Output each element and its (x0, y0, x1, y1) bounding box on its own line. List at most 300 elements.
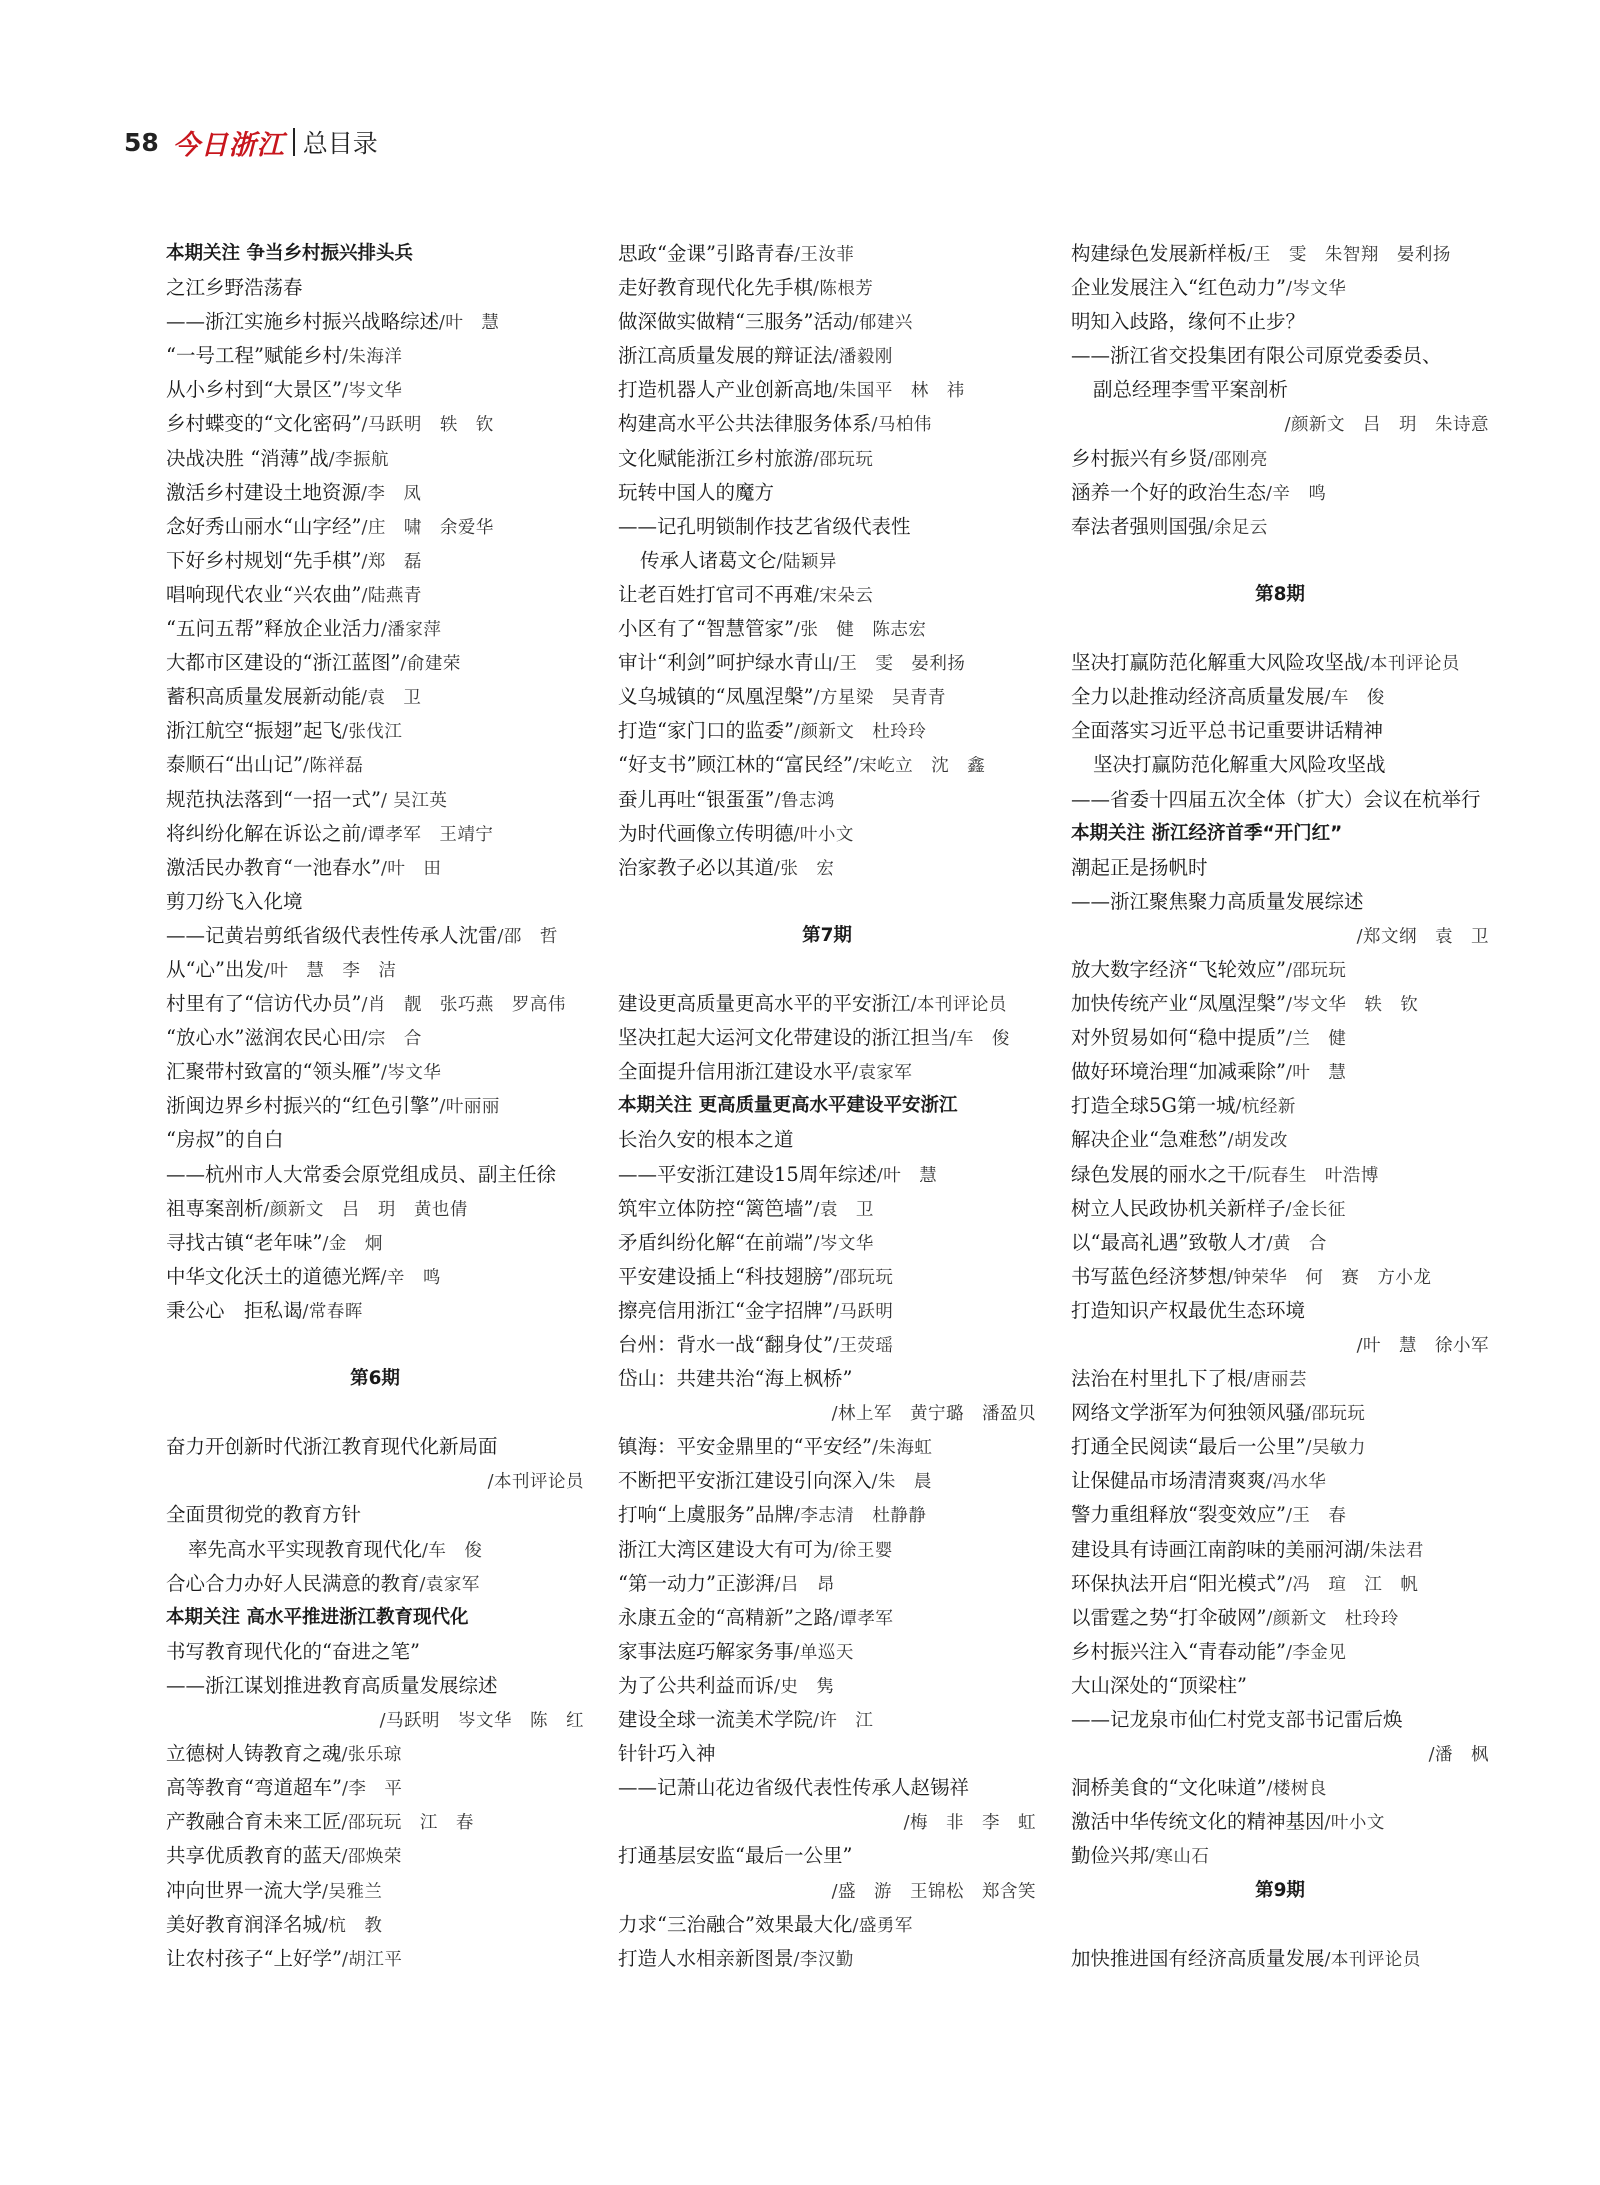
entry-author: /本刊评论员 (1324, 1949, 1421, 1970)
entry-author: /李振航 (328, 449, 390, 470)
entry-author: /颜新文 杜玲玲 (793, 722, 927, 743)
entry-author: /寒山石 (1149, 1847, 1210, 1868)
author-name: /叶 慧 徐小军 (1356, 1336, 1489, 1356)
entry-author: /杭经新 (1235, 1097, 1296, 1118)
toc-entry (618, 714, 1036, 748)
entry-author: /郁建兴 (852, 313, 913, 334)
toc-entry (618, 612, 1036, 646)
entry-title: 村里有了“信访代办员” (166, 992, 362, 1016)
entry-title: 奉法者强则国强 (1071, 514, 1208, 538)
entry-title: 让农村孩子“上好学” (166, 1946, 342, 1970)
entry-title: 以“最高礼遇”致敬人才 (1071, 1230, 1267, 1254)
entry-author: /谭孝军 王靖宁 (361, 824, 494, 845)
spacer (618, 953, 1036, 987)
entry-author: /张乐琼 (341, 1745, 402, 1766)
toc-entry (618, 373, 1036, 407)
entry-author: /车 俊 (422, 1540, 483, 1561)
toc-entry (1071, 1294, 1489, 1328)
toc-entry (166, 1021, 584, 1055)
toc-entry (166, 1260, 584, 1294)
toc-entry (1071, 1635, 1489, 1669)
entry-title: 大山深处的“顶梁柱” (1071, 1673, 1247, 1697)
entry-author: /辛 鸣 (380, 1267, 441, 1288)
entry-author: /单巡天 (793, 1642, 854, 1663)
entry-title: 永康五金的“高精新”之路 (618, 1605, 833, 1629)
entry-author: /张伐江 (341, 722, 403, 743)
entry-author: /胡发改 (1227, 1131, 1288, 1152)
entry-title: 泰顺石“出山记” (166, 753, 303, 777)
entry-title: ——记黄岩剪纸省级代表性传承人沈雷 (166, 923, 498, 947)
entry-title: 台州：背水一战“翻身仗” (618, 1333, 833, 1356)
spacer (1071, 1908, 1489, 1942)
author-line (618, 1396, 1036, 1430)
entry-title: 全面提升信用浙江建设水平 (618, 1060, 853, 1084)
toc-entry (166, 1192, 584, 1226)
toc-entry (166, 1908, 584, 1942)
entry-author: /袁家军 (852, 1063, 913, 1084)
toc-entry (166, 442, 584, 476)
entry-author: /王 春 (1285, 1506, 1347, 1527)
entry-title: “一号工程”赋能乡村 (166, 344, 342, 368)
toc-entry (166, 1669, 584, 1703)
entry-title: ——省委十四届五次全体（扩大）会议在杭举行 (1071, 787, 1481, 811)
entry-title: 坚决打赢防范化解重大风险攻坚战 (1071, 651, 1364, 675)
entry-author: /肖 靓 张巧燕 罗高伟 (361, 995, 566, 1016)
entry-author: /宋朵云 (813, 585, 874, 606)
entry-author: /邵玩玩 (832, 1267, 894, 1288)
entry-title: 蚕儿再吐“银蛋蛋” (618, 787, 775, 811)
toc-entry (618, 1737, 1036, 1771)
toc-entry (166, 1498, 584, 1532)
entry-author: /宋屹立 沈 鑫 (852, 756, 986, 777)
toc-entry (166, 748, 584, 782)
entry-title: 矛盾纠纷化解“在前端” (618, 1230, 814, 1254)
entry-author: /唐丽芸 (1246, 1370, 1307, 1391)
entry-title: 环保执法开启“阳光模式” (1071, 1571, 1286, 1595)
entry-author: /邵刚亮 (1207, 449, 1268, 470)
entry-author: /王汝菲 (793, 245, 855, 265)
entry-author: /吴敏力 (1305, 1438, 1366, 1459)
entry-title: ——记萧山花边省级代表性传承人赵锡祥 (618, 1776, 970, 1800)
entry-title: 解决企业“急难愁” (1071, 1128, 1228, 1152)
author-line (166, 1464, 584, 1498)
author-line (618, 1805, 1036, 1839)
entry-author: /李 平 (341, 1779, 403, 1800)
toc-entry (166, 1771, 584, 1805)
entry-author: /宗 合 (361, 1029, 422, 1050)
entry-title: 中华文化沃土的道德光辉 (166, 1264, 381, 1288)
entry-author: /辛 鸣 (1266, 483, 1327, 504)
toc-entry (1071, 885, 1489, 919)
toc-column-3 (1071, 237, 1489, 1976)
entry-author: /金 炯 (322, 1233, 383, 1254)
toc-entry (618, 1362, 1036, 1396)
spacer (166, 1396, 584, 1430)
toc-entry (1071, 510, 1489, 544)
toc-entry (166, 1123, 584, 1157)
feature-heading: 本期关注 浙江经济首季“开门红” (1071, 822, 1343, 844)
entry-author: /潘家萍 (380, 620, 442, 641)
entry-title: 打造人水相亲新图景 (618, 1946, 794, 1970)
toc-entry (1071, 714, 1489, 748)
toc-entry (1071, 237, 1489, 271)
toc-entry (166, 953, 584, 987)
section-title: 总目录 (302, 129, 378, 158)
entry-title: ——杭州市人大常委会原党组成员、副主任徐 (166, 1162, 557, 1186)
feature-heading: 本期关注 高水平推进浙江教育现代化 (166, 1606, 469, 1628)
entry-author: /李志清 杜静静 (793, 1506, 927, 1527)
toc-entry (166, 544, 584, 578)
entry-title: 打通全民阅读“最后一公里” (1071, 1435, 1306, 1459)
toc-entry (1071, 1703, 1489, 1737)
entry-title: 浙江大湾区建设大有可为 (618, 1537, 833, 1561)
entry-title: 建设更高质量更高水平的平安浙江 (618, 992, 911, 1016)
entry-title: 树立人民政协机关新样子 (1071, 1196, 1286, 1220)
toc-entry (618, 1294, 1036, 1328)
toc-entry (166, 271, 584, 305)
entry-title: ——平安浙江建设15周年综述 (618, 1162, 877, 1186)
toc-entry (1071, 680, 1489, 714)
entry-author: /吕 昂 (774, 1574, 835, 1595)
entry-title: 网络文学浙军为何独领风骚 (1071, 1401, 1306, 1425)
author-name: /马跃明 岑文华 陈 红 (379, 1711, 584, 1732)
entry-title: 秉公心 拒私谒 (166, 1298, 303, 1322)
toc-entry (166, 885, 584, 919)
toc-entry (1071, 1021, 1489, 1055)
author-line (1071, 1328, 1489, 1362)
entry-title: 力求“三治融合”效果最大化 (618, 1912, 853, 1936)
entry-author: /本刊评论员 (910, 995, 1007, 1016)
toc-entry (166, 1737, 584, 1771)
entry-title: 乡村蝶变的“文化密码” (166, 412, 362, 436)
entry-author: /邵玩玩 (1305, 1404, 1366, 1425)
entry-author: /钟荣华 何 赛 方小龙 (1227, 1267, 1432, 1288)
entry-title: 走好教育现代化先手棋 (618, 276, 814, 300)
entry-author: /邵 哲 (497, 926, 558, 947)
entry-title: 放大数字经济“飞轮效应” (1071, 957, 1286, 981)
entry-title: 全力以赴推动经济高质量发展 (1071, 685, 1325, 709)
issue-heading: 第9期 (1255, 1879, 1305, 1901)
toc-entry (166, 680, 584, 714)
author-name: /梅 非 李 虹 (903, 1813, 1036, 1834)
entry-author: /岑文华 (341, 381, 403, 402)
toc-entry (1071, 1396, 1489, 1430)
toc-entry (618, 1192, 1036, 1226)
toc-entry (1071, 1771, 1489, 1805)
toc-entry (1071, 271, 1489, 305)
entry-title: “放心水”滋润农民心田 (166, 1026, 362, 1050)
entry-author: /方星梁 吴青青 (813, 688, 946, 709)
entry-author: /岑文华 轶 钦 (1285, 995, 1419, 1016)
page-header (124, 122, 378, 162)
toc-entry (618, 646, 1036, 680)
entry-title: 警力重组释放“裂变效应” (1071, 1503, 1286, 1527)
entry-title: 将纠纷化解在诉讼之前 (166, 821, 362, 845)
entry-title: 率先高水平实现教育现代化 (188, 1537, 423, 1561)
entry-title: 做好环境治理“加减乘除” (1071, 1060, 1286, 1084)
toc-entry (618, 1260, 1036, 1294)
toc-entry (166, 1226, 584, 1260)
toc-entry (618, 1908, 1036, 1942)
entry-title: 传承人诸葛文仑 (640, 548, 777, 572)
entry-title: 坚决扛起大运河文化带建设的浙江担当 (618, 1026, 950, 1050)
toc-entry (1071, 373, 1489, 407)
entry-title: 合心合力办好人民满意的教育 (166, 1571, 420, 1595)
entry-title: 建设具有诗画江南韵味的美丽河湖 (1071, 1537, 1364, 1561)
entry-title: 汇聚带村致富的“领头雁” (166, 1060, 381, 1084)
toc-entry (166, 1805, 584, 1839)
toc-entry (1071, 339, 1489, 373)
toc-entry (166, 987, 584, 1021)
entry-title: 长治久安的根本之道 (618, 1128, 794, 1152)
entry-author: /马柏伟 (871, 415, 932, 436)
entry-author: / 吴江英 (380, 790, 448, 811)
toc-entry (618, 1635, 1036, 1669)
entry-author: /王 雯 晏利扬 (832, 654, 966, 675)
toc-entry (618, 1055, 1036, 1089)
entry-title: 规范执法落到“一招一式” (166, 787, 381, 811)
toc-entry (166, 373, 584, 407)
entry-title: 浙江高质量发展的辩证法 (618, 344, 833, 368)
toc-entry (1071, 1533, 1489, 1567)
toc-entry (1071, 1464, 1489, 1498)
toc-entry (166, 1635, 584, 1669)
entry-title: 法治在村里扎下了根 (1071, 1367, 1247, 1391)
magazine-logo: 今日浙江 (172, 129, 285, 161)
toc-entry (1071, 1055, 1489, 1089)
entry-title: 让保健品市场清清爽爽 (1071, 1469, 1267, 1493)
entry-author: /余足云 (1207, 517, 1268, 538)
toc-entry (1071, 748, 1489, 782)
toc-column-1 (166, 237, 584, 1976)
toc-entry (166, 578, 584, 612)
toc-entry (1071, 1192, 1489, 1226)
entry-author: /邵焕荣 (341, 1847, 402, 1868)
entry-title: 让老百姓打官司不再难 (618, 582, 814, 606)
entry-title: 书写教育现代化的“奋进之笔” (166, 1639, 420, 1663)
entry-author: /颜新文 杜玲玲 (1266, 1608, 1399, 1629)
entry-title: 全面落实习近平总书记重要讲话精神 (1071, 719, 1384, 743)
toc-entry (618, 1839, 1036, 1873)
toc-entry (618, 1498, 1036, 1532)
toc-entry (1071, 1669, 1489, 1703)
toc-entry (166, 1158, 584, 1192)
entry-title: 乡村振兴有乡贤 (1071, 446, 1208, 470)
entry-title: 激活乡村建设土地资源 (166, 480, 362, 504)
author-line (1071, 407, 1489, 441)
entry-author: /李汉勤 (793, 1949, 854, 1970)
entry-author: /黄 合 (1266, 1233, 1327, 1254)
entry-author: /冯 瑄 江 帆 (1285, 1574, 1419, 1595)
entry-title: 浙江航空“振翅”起飞 (166, 719, 342, 743)
entry-author: /叶小文 (793, 824, 854, 845)
entry-title: 坚决打赢防范化解重大风险攻坚战 (1093, 753, 1386, 777)
entry-author: /陆燕青 (361, 585, 422, 606)
entry-title: 副总经理李雪平案剖析 (1093, 378, 1289, 402)
entry-author: /朱法君 (1363, 1540, 1424, 1561)
toc-entry (1071, 1601, 1489, 1635)
toc-entry (166, 1533, 584, 1567)
toc-entry (1071, 1805, 1489, 1839)
entry-title: 奋力开创新时代浙江教育现代化新局面 (166, 1435, 498, 1459)
entry-title: 企业发展注入“红色动力” (1071, 276, 1286, 300)
entry-author: /陈根芳 (813, 279, 874, 300)
entry-title: 文化赋能浙江乡村旅游 (618, 446, 814, 470)
entry-title: 美好教育润泽名城 (166, 1912, 323, 1936)
entry-author: /冯水华 (1266, 1472, 1327, 1493)
entry-author: /颜新文 吕 玥 黄也倩 (263, 1199, 468, 1220)
toc-entry (1071, 1498, 1489, 1532)
toc-entry (166, 817, 584, 851)
page-number: 58 (124, 127, 159, 157)
entry-author: /张 健 陈志宏 (793, 620, 927, 641)
entry-author: /史 隽 (774, 1676, 835, 1697)
entry-title: “房叔”的自白 (166, 1128, 284, 1152)
toc-entry (618, 1226, 1036, 1260)
entry-title: 乡村振兴注入“青春动能” (1071, 1639, 1286, 1663)
entry-title: 镇海：平安金鼎里的“平安经” (618, 1435, 872, 1459)
entry-title: 玩转中国人的魔方 (618, 480, 775, 504)
entry-title: 共享优质教育的蓝天 (166, 1844, 342, 1868)
entry-author: /陈祥磊 (302, 756, 364, 777)
entry-author: /郑 磊 (361, 551, 422, 572)
feature-heading: 本期关注 更高质量更高水平建设平安浙江 (618, 1095, 958, 1117)
entry-author: /朱海洋 (341, 347, 403, 368)
toc-entry (166, 1055, 584, 1089)
entry-title: 打造机器人产业创新高地 (618, 378, 833, 402)
toc-entry (166, 851, 584, 885)
entry-author: /车 俊 (1324, 688, 1385, 709)
entry-title: ——记龙泉市仙仁村党支部书记雷后焕 (1071, 1708, 1403, 1732)
entry-author: /叶 田 (380, 858, 442, 879)
toc-entry (1071, 442, 1489, 476)
toc-entry (618, 578, 1036, 612)
entry-title: 构建绿色发展新样板 (1071, 242, 1247, 265)
entry-title: 义乌城镇的“凤凰涅槃” (618, 685, 814, 709)
toc-entry (618, 1942, 1036, 1976)
entry-title: ——浙江谋划推进教育高质量发展综述 (166, 1673, 498, 1697)
entry-title: 决战决胜 “消薄”战 (166, 446, 329, 470)
toc-entry (618, 476, 1036, 510)
entry-author: /车 俊 (949, 1029, 1010, 1050)
entry-author: /邵玩玩 (813, 449, 874, 470)
entry-title: 绿色发展的丽水之干 (1071, 1162, 1247, 1186)
entry-author: /叶 慧 (439, 313, 500, 334)
entry-title: 冲向世界一流大学 (166, 1878, 323, 1902)
entry-title: “五问五帮”释放企业活力 (166, 617, 381, 641)
toc-entry (1071, 1942, 1489, 1976)
toc-entry (1071, 1089, 1489, 1123)
entry-title: ——浙江实施乡村振兴战略综述 (166, 310, 440, 334)
entry-title: “好支书”顾江林的“富民经” (618, 753, 853, 777)
entry-title: 打造知识产权最优生态环境 (1071, 1298, 1306, 1322)
entry-title: 打响“上虞服务”品牌 (618, 1503, 794, 1527)
toc-entry (618, 680, 1036, 714)
toc-entry (1071, 476, 1489, 510)
issue-heading: 第8期 (1255, 583, 1305, 605)
toc-entry (618, 237, 1036, 271)
entry-author: /叶 慧 李 洁 (263, 960, 397, 981)
entry-title: 加快传统产业“凤凰涅槃” (1071, 992, 1286, 1016)
issue-heading: 第6期 (350, 1368, 400, 1390)
entry-author: /许 江 (813, 1711, 874, 1732)
entry-author: /阮春生 叶浩博 (1246, 1165, 1379, 1186)
toc-entry (1071, 1158, 1489, 1192)
entry-author: /徐王婴 (832, 1540, 893, 1561)
entry-author: /李 凤 (361, 483, 422, 504)
toc-entry (1071, 783, 1489, 817)
entry-author: /马跃明 (832, 1301, 894, 1322)
entry-author: /张 宏 (774, 858, 835, 879)
toc-entry (166, 1942, 584, 1976)
author-name: /郑文纲 袁 卫 (1356, 926, 1489, 947)
author-name: /盛 游 王锦松 郑含笑 (831, 1881, 1036, 1902)
toc-entry (166, 612, 584, 646)
entry-author: /潘毅刚 (832, 347, 893, 368)
entry-title: 针针巧入神 (618, 1742, 716, 1766)
toc-entry (618, 1021, 1036, 1055)
entry-title: 激活中华传统文化的精神基因 (1071, 1810, 1325, 1834)
author-name: /颜新文 吕 玥 朱诗意 (1284, 415, 1489, 436)
entry-title: 涵养一个好的政治生态 (1071, 480, 1267, 504)
entry-author: /兰 健 (1285, 1029, 1347, 1050)
spacer (1071, 612, 1489, 646)
entry-title: ——浙江省交投集团有限公司原党委委员、 (1071, 344, 1442, 368)
entry-author: /叶 慧 (876, 1165, 938, 1186)
toc-entry (1071, 1362, 1489, 1396)
author-name: /本刊评论员 (487, 1472, 584, 1493)
toc-entry (618, 271, 1036, 305)
toc-entry (166, 510, 584, 544)
toc-entry (618, 851, 1036, 885)
toc-entry (1071, 1839, 1489, 1873)
entry-author: /朱国平 林 祎 (832, 381, 965, 402)
entry-author: /王 雯 朱智翔 晏利扬 (1246, 245, 1451, 265)
entry-author: /陆颖异 (776, 551, 837, 572)
entry-title: 擦亮信用浙江“金字招牌” (618, 1298, 833, 1322)
entry-title: 产教融合育未来工匠 (166, 1810, 342, 1834)
entry-title: 建设全球一流美术学院 (618, 1708, 814, 1732)
toc-entry (618, 817, 1036, 851)
entry-title: 从小乡村到“大景区” (166, 378, 342, 402)
entry-author: /朱海虹 (871, 1438, 933, 1459)
toc-entry (166, 339, 584, 373)
entry-title: 家事法庭巧解家务事 (618, 1639, 794, 1663)
entry-title: 构建高水平公共法律服务体系 (618, 412, 872, 436)
entry-title: 加快推进国有经济高质量发展 (1071, 1946, 1325, 1970)
author-line (1071, 919, 1489, 953)
entry-author: /俞建荣 (400, 654, 461, 675)
toc-entry (1071, 953, 1489, 987)
entry-title: 治家教子必以其道 (618, 855, 775, 879)
entry-author: /鲁志鸿 (774, 790, 835, 811)
entry-title: 祖専案剖析 (166, 1196, 264, 1220)
entry-title: 做深做实做精“三服务”活动 (618, 310, 853, 334)
toc-entry (618, 442, 1036, 476)
toc-entry (618, 1567, 1036, 1601)
toc-entry (618, 1430, 1036, 1464)
entry-title: 不断把平安浙江建设引向深入 (618, 1469, 872, 1493)
entry-title: 大都市区建设的“浙江蓝图” (166, 651, 401, 675)
toc-entry (1071, 851, 1489, 885)
entry-title: 打通基层安监“最后一公里” (618, 1844, 853, 1868)
entry-title: 打造全球5G第一城 (1071, 1094, 1236, 1118)
entry-title: 唱响现代农业“兴农曲” (166, 582, 362, 606)
entry-title: 全面贯彻党的教育方针 (166, 1503, 362, 1527)
toc-entry (1071, 646, 1489, 680)
entry-title: 审计“利剑”呵护绿水青山 (618, 651, 833, 675)
entry-title: 寻找古镇“老年味” (166, 1230, 323, 1254)
